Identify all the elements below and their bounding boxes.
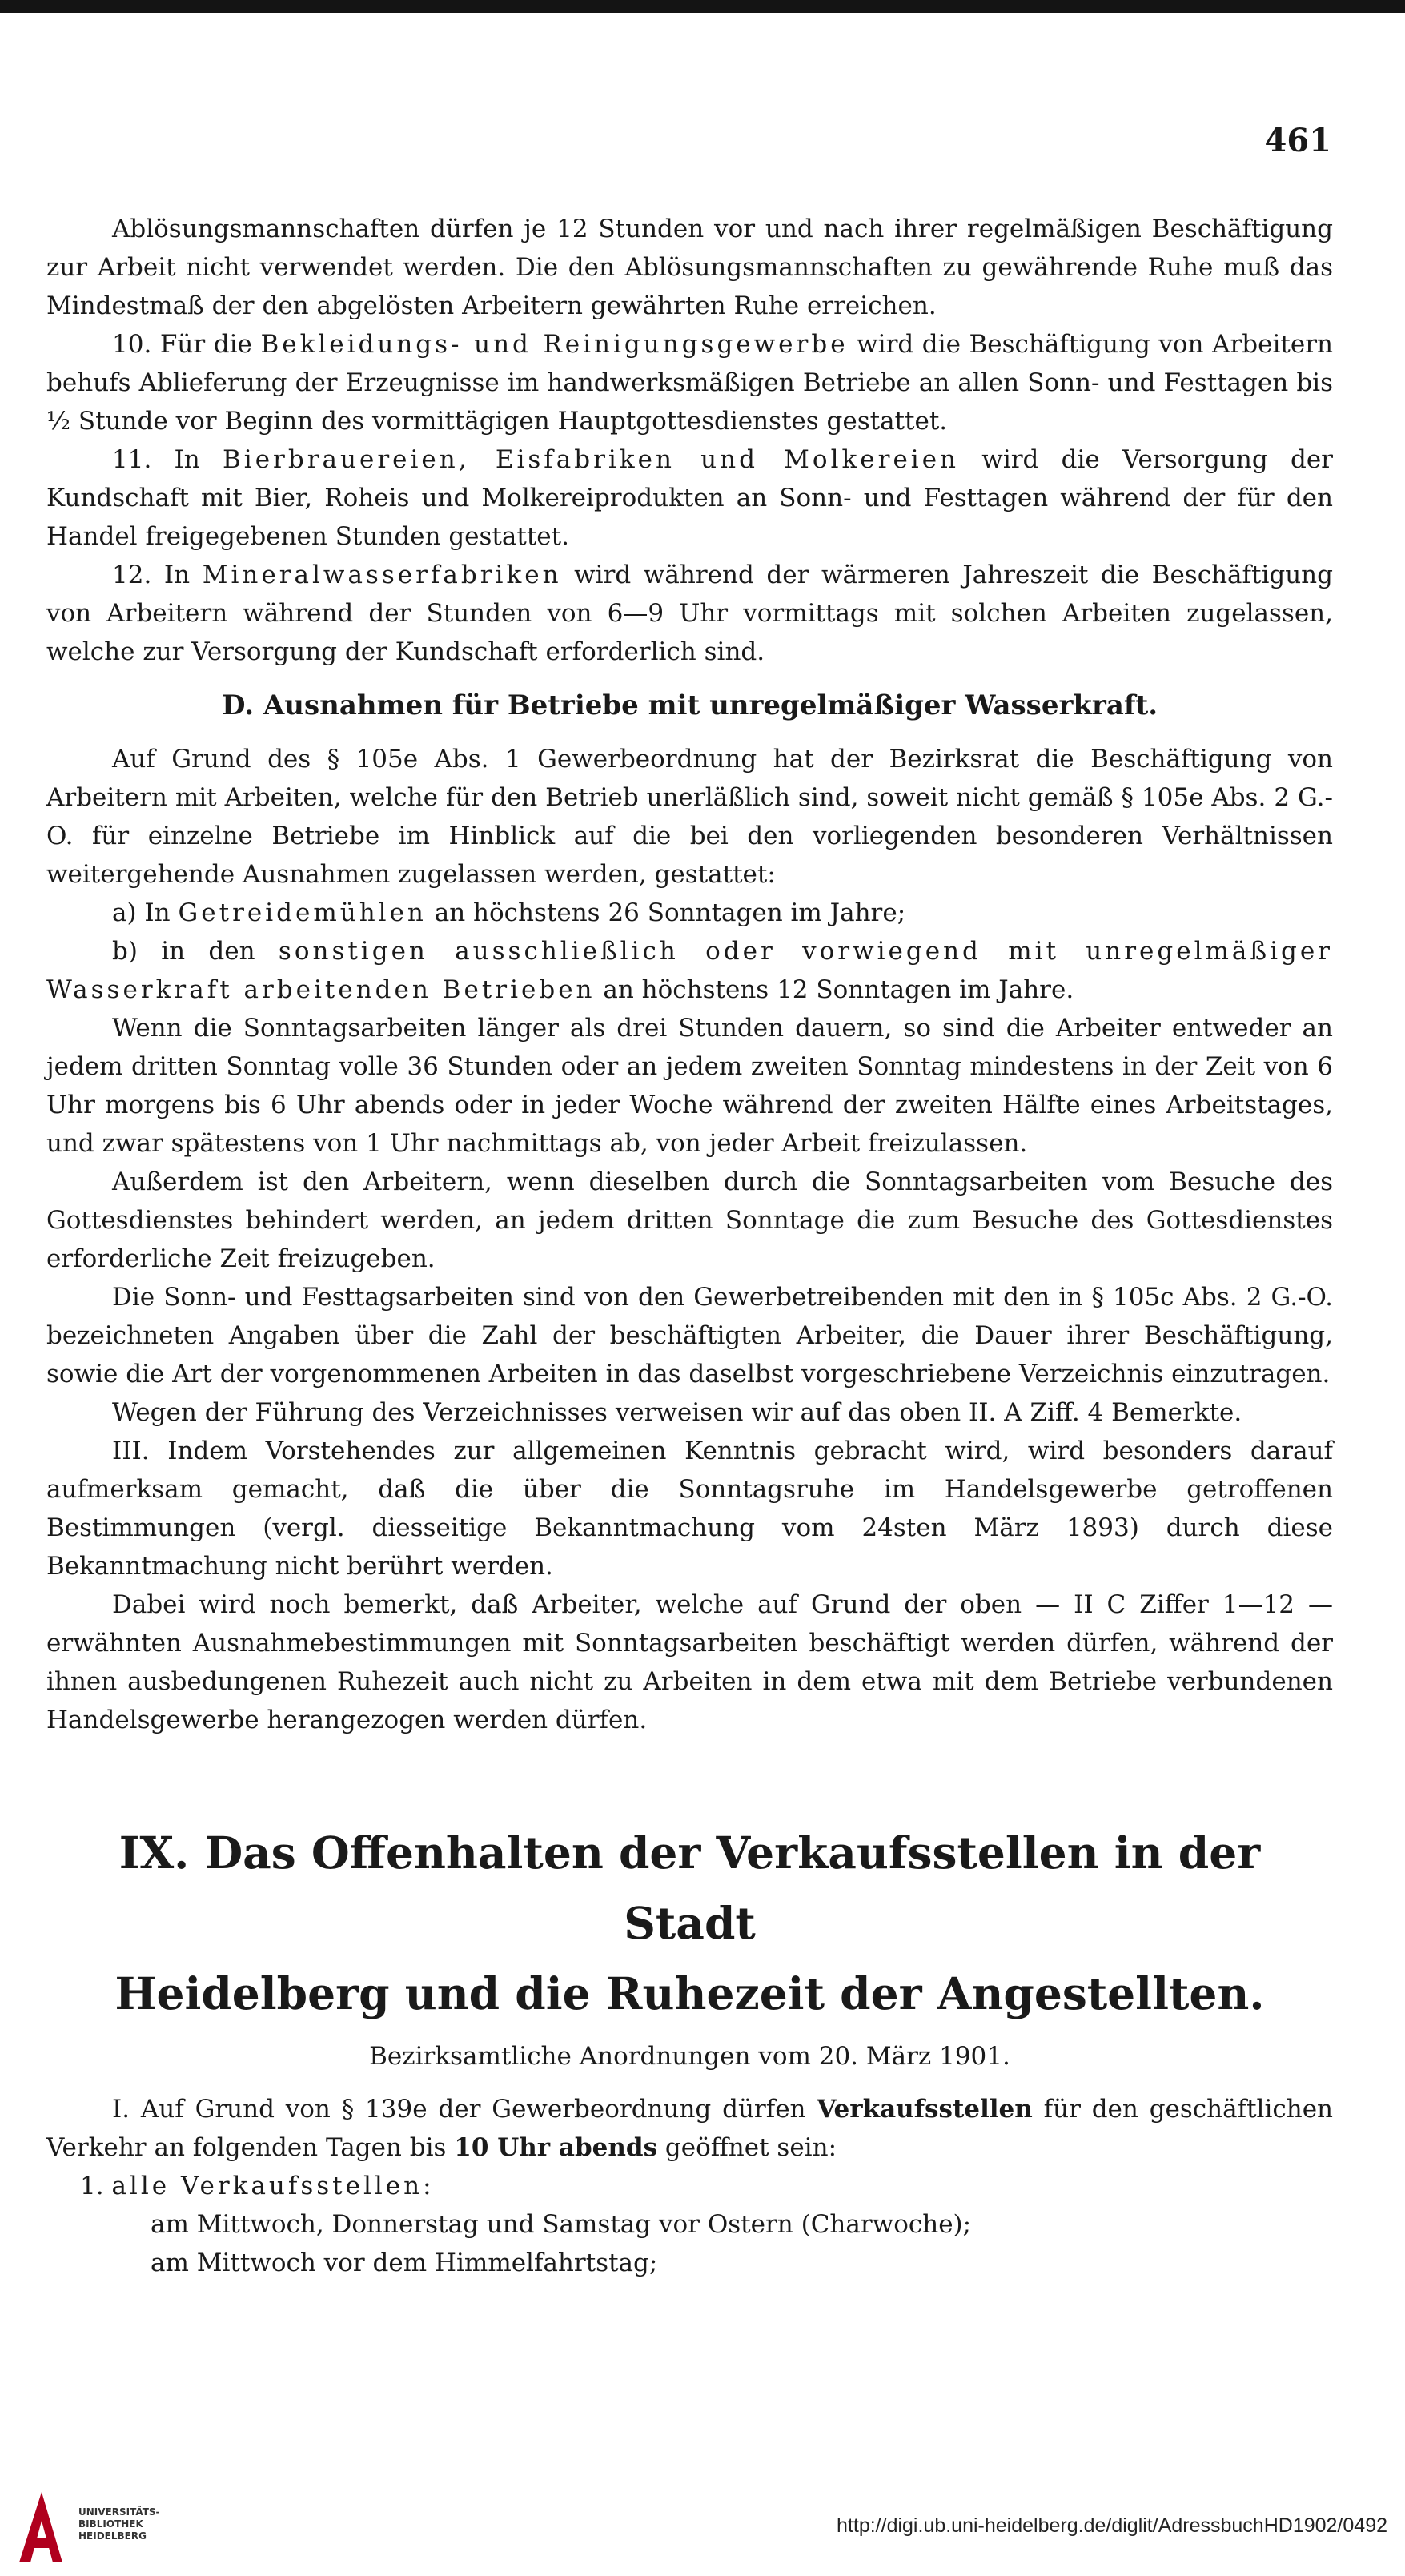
item-11: 11. In Bierbrauereien, Eisfabriken und Molkereien wird die Versorgung der Kundschaft mit Bier, Roheis und Molkereiprodukten an Sonn- und Festtagen während der für den Handel freigegebenen Stunden gestattet. [46, 445, 1333, 551]
paragraph: Die Sonn- und Festtagsarbeiten sind von den Gewerbetreibenden mit den in § 105c Abs. 2 G.-O. bezeichneten Angaben über die Zahl der beschäftigten Arbeiter, die Dauer ihrer Beschäftigung, sowie die Art der vorgenommenen Arbeiten in das daselbst vorgeschriebene Verzeichnis einzutragen. [46, 1283, 1333, 1388]
library-name: UNIVERSITÄTS- BIBLIOTHEK HEIDELBERG [78, 2506, 160, 2542]
page-content [46, 210, 1333, 2282]
item-10: 10. Für die Bekleidungs- und Reinigungsgewerbe wird die Beschäftigung von Arbeitern behufs Ablieferung der Erzeugnisse im handwerksmäßigen Betriebe an allen Sonn- und Festtagen bis ½ Stunde vor Beginn des vormittägigen Hauptgottesdienstes gestattet. [46, 330, 1333, 436]
paragraph: Auf Grund des § 105e Abs. 1 Gewerbeordnung hat der Bezirksrat die Beschäftigung von Arbeitern mit Arbeiten, welche für den Betrieb unerläßlich sind, soweit nicht gemäß § 105e Abs. 2 G.-O. für einzelne Betriebe im Hinblick auf die bei den vorliegenden besonderen Verhältnissen weitergehende Ausnahmen zugelassen werden, gestattet: [46, 745, 1333, 889]
paragraph: Dabei wird noch bemerkt, daß Arbeiter, welche auf Grund der oben — II C Ziffer 1—12 — erwähnten Ausnahmebestimmungen mit Sonntagsarbeiten beschäftigt werden dürfen, während der ihnen ausbedungenen Ruhezeit auch nicht zu Arbeiten in dem etwa mit dem Betriebe verbundenen Handelsgewerbe herangezogen werden dürfen. [46, 1590, 1333, 1734]
list-subitem: am Mittwoch vor dem Himmelfahrtstag; [151, 2248, 658, 2277]
list-item-b: b) in den sonstigen ausschließlich oder vorwiegend mit unregelmäßiger Wasserkraft arbeitenden Betrieben an höchstens 12 Sonntagen im Jahre. [46, 937, 1333, 1004]
paragraph: Außerdem ist den Arbeitern, wenn dieselben durch die Sonntagsarbeiten vom Besuche des Gottesdienstes behindert werden, an jedem dritten Sonntage die zum Besuche des Gottesdienstes erforderliche Zeit freizugeben. [46, 1167, 1333, 1273]
chapter-title-line: IX. Das Offenhalten der Verkaufsstellen in der Stadt [118, 1827, 1261, 1949]
chapter-title [46, 1818, 1333, 2029]
item-12: 12. In Mineralwasserfabriken wird während der wärmeren Jahreszeit die Beschäftigung von Arbeitern während der Stunden von 6—9 Uhr vormittags mit solchen Arbeiten zugelassen, welche zur Versorgung der Kundschaft erforderlich sind. [46, 561, 1333, 666]
paragraph: I. Auf Grund von § 139e der Gewerbeordnung dürfen Verkaufsstellen für den geschäftlichen Verkehr an folgenden Tagen bis 10 Uhr abends geöffnet sein: [46, 2095, 1333, 2162]
footer [0, 2474, 1405, 2576]
university-library-logo-icon [16, 2486, 66, 2566]
chapter-title-line: Heidelberg und die Ruhezeit der Angestellten. [114, 1967, 1265, 2019]
source-url[interactable]: http://digi.ub.uni-heidelberg.de/diglit/AdressbuchHD1902/0492 [837, 2514, 1387, 2537]
section-heading-d: D. Ausnahmen für Betriebe mit unregelmäßiger Wasserkraft. [221, 689, 1158, 721]
top-border [0, 0, 1405, 13]
paragraph: III. Indem Vorstehendes zur allgemeinen Kenntnis gebracht wird, wird besonders darauf aufmerksam gemacht, daß die über die Sonntagsruhe im Handelsgewerbe getroffenen Bestimmungen (vergl. diesseitige Bekanntmachung vom 24sten März 1893) durch diese Bekanntmachung nicht berührt werden. [46, 1437, 1333, 1581]
paragraph: Wenn die Sonntagsarbeiten länger als drei Stunden dauern, so sind die Arbeiter entweder an jedem dritten Sonntag volle 36 Stunden oder an jedem zweiten Sonntag mindestens in der Zeit von 6 Uhr morgens bis 6 Uhr abends oder in jeder Woche während der zweiten Hälfte eines Arbeitstages, und zwar spätestens von 1 Uhr nachmittags ab, von jeder Arbeit freizulassen. [46, 1014, 1333, 1158]
chapter-subtitle: Bezirksamtliche Anordnungen vom 20. März 1901. [369, 2042, 1010, 2071]
page-number: 461 [1264, 122, 1331, 159]
list-subitem: am Mittwoch, Donnerstag und Samstag vor Ostern (Charwoche); [151, 2210, 972, 2239]
list-item-a: a) In Getreidemühlen an höchstens 26 Sonntagen im Jahre; [112, 898, 906, 927]
paragraph: Wegen der Führung des Verzeichnisses verweisen wir auf das oben II. A Ziff. 4 Bemerkte. [112, 1398, 1242, 1427]
list-item-1: 1. alle Verkaufsstellen: [80, 2172, 435, 2200]
paragraph: Ablösungsmannschaften dürfen je 12 Stunden vor und nach ihrer regelmäßigen Beschäftigung zur Arbeit nicht verwendet werden. Die den Ablösungsmannschaften zu gewährende Ruhe muß das Mindestmaß der den abgelösten Arbeitern gewährten Ruhe erreichen. [46, 215, 1333, 320]
